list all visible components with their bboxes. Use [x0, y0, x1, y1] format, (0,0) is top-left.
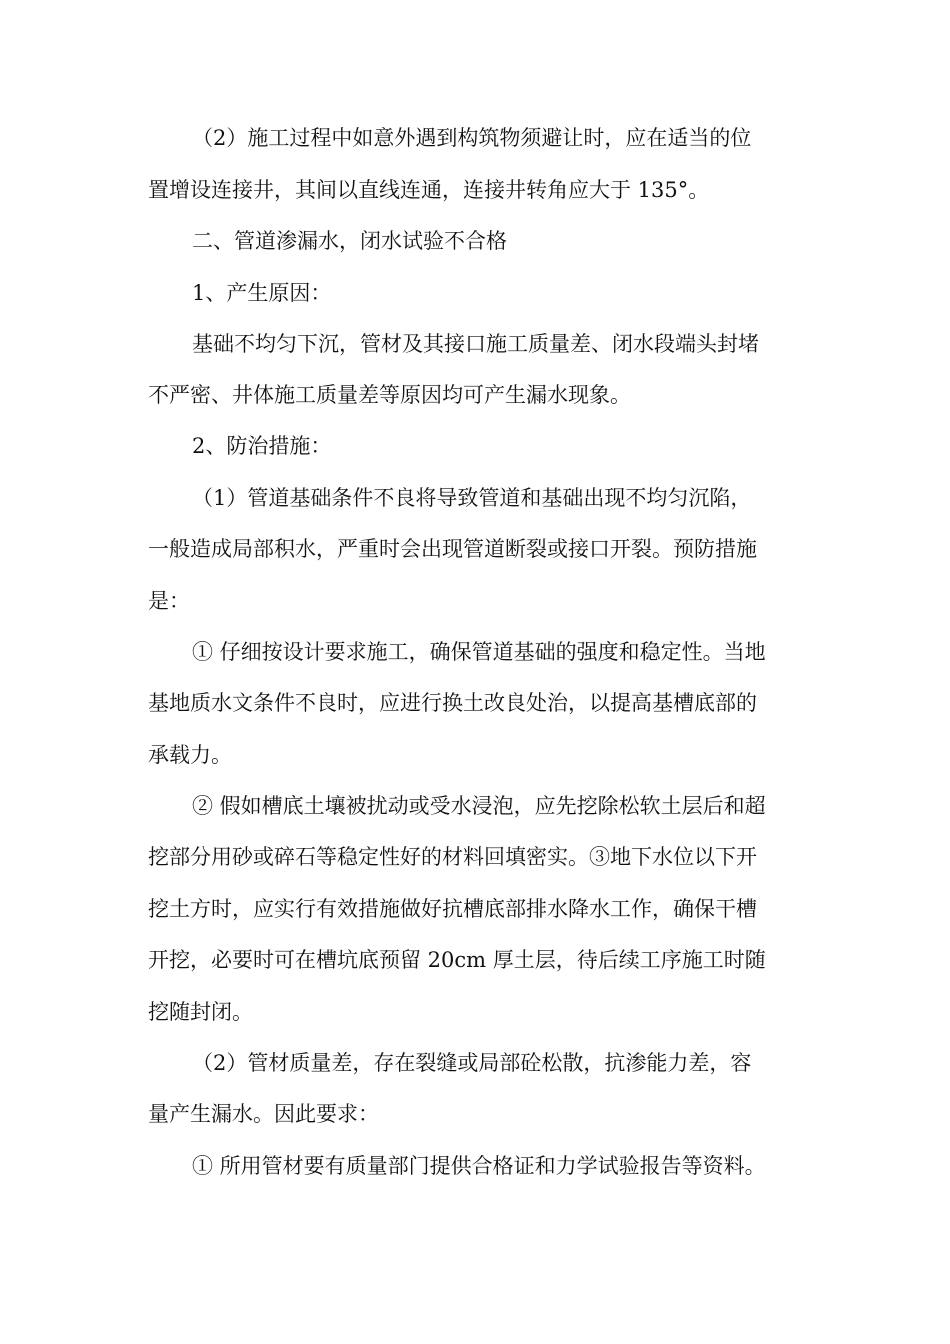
paragraph-line-19: （2）管材质量差，存在裂缝或局部砼松散，抗渗能力差，容: [192, 1051, 752, 1075]
paragraph-line-16: 挖土方时，应实行有效措施做好抗槽底部排水降水工作，确保干槽: [148, 897, 757, 921]
paragraph-line-1: （2）施工过程中如意外遇到构筑物须避让时，应在适当的位: [192, 126, 752, 150]
paragraph-line-18: 挖随封闭。: [148, 1000, 253, 1024]
section-heading: 二、管道渗漏水，闭水试验不合格: [192, 229, 507, 253]
paragraph-line-20: 量产生漏水。因此要求：: [148, 1102, 379, 1126]
paragraph-line-11: ① 仔细按设计要求施工，确保管道基础的强度和稳定性。当地: [192, 640, 766, 664]
paragraph-line-5: 基础不均匀下沉，管材及其接口施工质量差、闭水段端头封堵: [192, 332, 759, 356]
paragraph-line-13: 承载力。: [148, 743, 232, 767]
paragraph-line-21: ① 所用管材要有质量部门提供合格证和力学试验报告等资料。: [192, 1154, 766, 1178]
paragraph-line-12: 基地质水文条件不良时，应进行换土改良处治，以提高基槽底部的: [148, 691, 757, 715]
paragraph-line-6: 不严密、井体施工质量差等原因均可产生漏水现象。: [148, 383, 631, 407]
paragraph-line-2: 置增设连接井，其间以直线连通，连接井转角应大于 135°。: [148, 178, 710, 202]
paragraph-line-17: 开挖，必要时可在槽坑底预留 20cm 厚土层，待后续工序施工时随: [148, 948, 766, 972]
paragraph-line-9: 一般造成局部积水，严重时会出现管道断裂或接口开裂。预防措施: [148, 537, 757, 561]
subheading-measures: 2、防治措施：: [192, 434, 332, 458]
paragraph-line-14: ② 假如槽底土壤被扰动或受水浸泡，应先挖除松软土层后和超: [192, 794, 766, 818]
paragraph-line-10: 是：: [148, 589, 190, 613]
paragraph-line-8: （1）管道基础条件不良将导致管道和基础出现不均匀沉陷，: [192, 486, 752, 510]
subheading-causes: 1、产生原因：: [192, 281, 332, 305]
paragraph-line-15: 挖部分用砂或碎石等稳定性好的材料回填密实。③地下水位以下开: [148, 845, 757, 869]
